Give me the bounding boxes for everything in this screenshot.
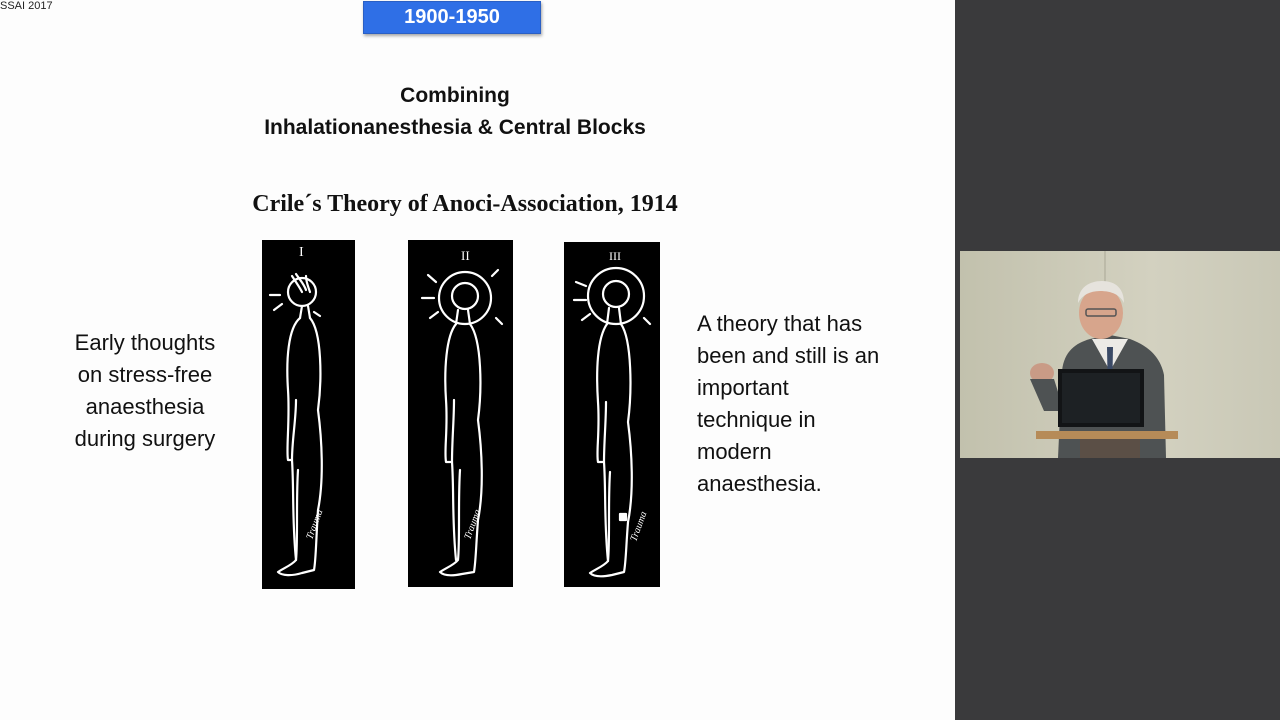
figure-numeral: II: [461, 248, 470, 263]
crile-figure-3: [564, 242, 660, 587]
crile-figure-2: [408, 240, 513, 587]
era-badge: 1900-1950: [363, 1, 541, 34]
caption-line: A theory that has: [697, 311, 863, 336]
theory-title: Crile´s Theory of Anoci-Association, 1914: [252, 191, 678, 217]
left-caption: [55, 327, 235, 455]
right-caption: [697, 308, 927, 500]
caption-line: Early thoughts: [74, 330, 216, 355]
figure-numeral: I: [299, 245, 304, 260]
caption-line: anaesthesia.: [697, 471, 822, 496]
body-figure-drawing: [408, 240, 513, 587]
speaker-video-feed: [960, 251, 1280, 458]
caption-line: during surgery: [74, 426, 216, 451]
caption-line: important: [697, 375, 789, 400]
trauma-label: Trauma: [628, 510, 650, 544]
trauma-label: Trauma: [304, 508, 326, 542]
conference-watermark: SSAI 2017: [0, 0, 53, 12]
slide-heading-line1: Combining: [400, 84, 510, 107]
body-figure-drawing: [262, 240, 355, 589]
caption-line: on stress-free: [77, 362, 213, 387]
trauma-label: Trauma: [462, 508, 484, 542]
caption-line: anaesthesia: [85, 394, 205, 419]
figure-numeral: III: [609, 249, 621, 263]
crile-figure-1: [262, 240, 355, 589]
body-figure-drawing: [564, 242, 660, 587]
caption-line: modern: [697, 439, 772, 464]
speaker-video-frame: [960, 251, 1280, 458]
caption-line: technique in: [697, 407, 816, 432]
caption-line: been and still is an: [697, 343, 880, 368]
slide-heading-line2: Inhalationanesthesia & Central Blocks: [264, 116, 646, 139]
